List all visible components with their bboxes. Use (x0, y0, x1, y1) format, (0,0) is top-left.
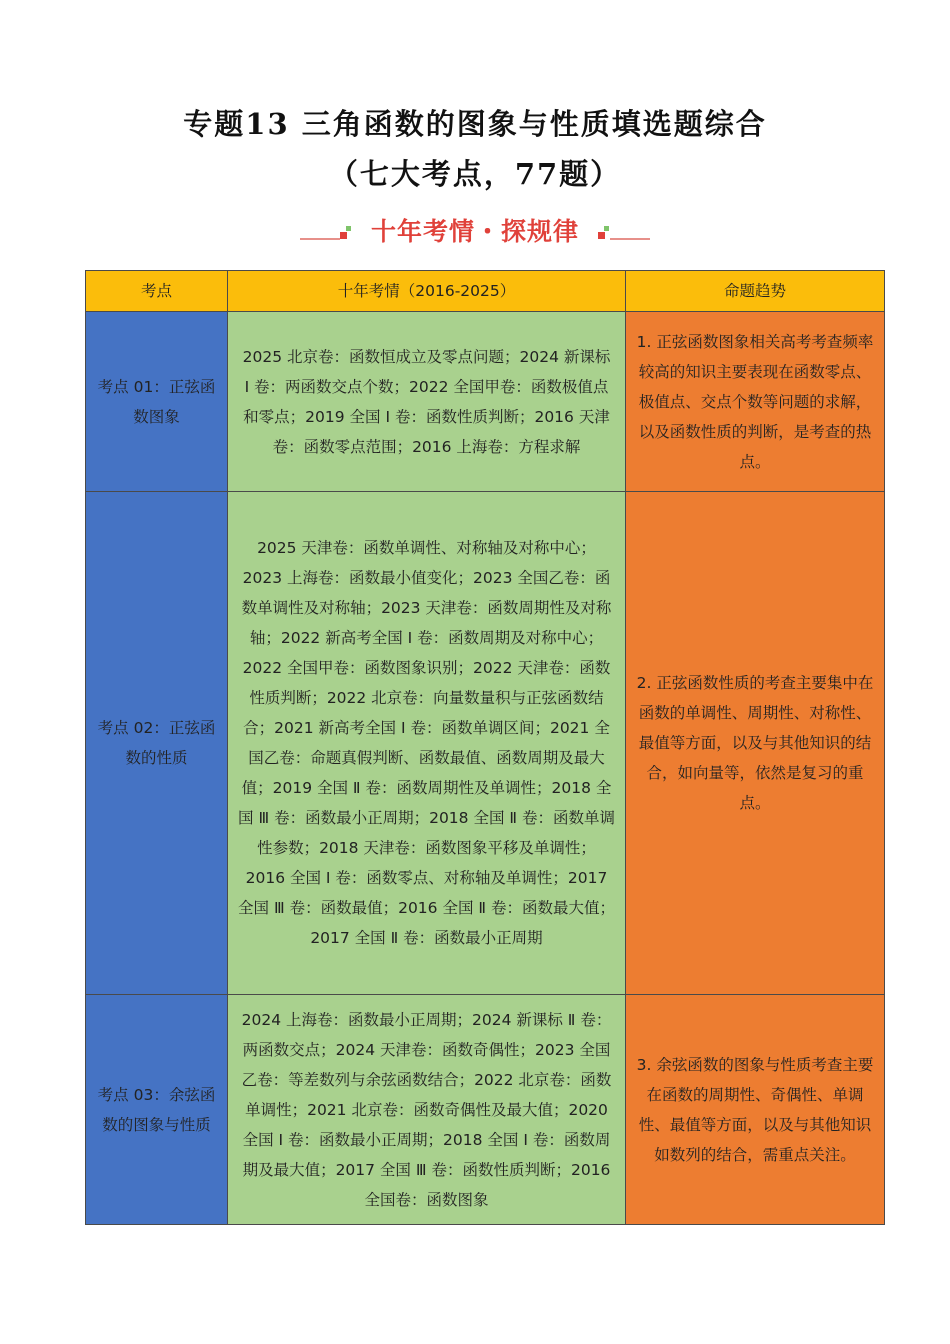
table-row (86, 492, 885, 995)
header-history: 十年考情（2016-2025） (228, 271, 626, 312)
banner-square-icon (340, 232, 347, 239)
topic-cell: 考点 03：余弦函数的图象与性质 (86, 995, 228, 1225)
header-trend: 命题趋势 (626, 271, 885, 312)
header-topic: 考点 (86, 271, 228, 312)
banner-square-icon (598, 232, 605, 239)
exam-analysis-table (85, 270, 885, 1225)
banner-left-line (300, 238, 340, 240)
trend-cell: 3. 余弦函数的图象与性质考查主要在函数的周期性、奇偶性、单调性、最值等方面，以及与其他知识如数列的结合，需重点关注。 (626, 995, 885, 1225)
section-banner (0, 208, 950, 252)
table-row (86, 995, 885, 1225)
history-cell: 2025 天津卷：函数单调性、对称轴及对称中心；2023 上海卷：函数最小值变化；2023 全国乙卷：函数单调性及对称轴；2023 天津卷：函数周期性及对称轴；2022 新高考全国 Ⅰ 卷：函数周期及对称中心；2022 全国甲卷：函数图象识别；2022 天津卷：函数性质判断；2022 北京卷：向量数量积与正弦函数结合；2021 新高考全国 Ⅰ 卷：函数单调区间；2021 全国乙卷：命题真假判断、函数最值、函数周期及最大值；2019 全国 Ⅱ 卷：函数周期性及单调性；2018 全国 Ⅲ 卷：函数最小正周期；2018 全国 Ⅱ 卷：函数单调性参数；2018 天津卷：函数图象平移及单调性；2016 全国 Ⅰ 卷：函数零点、对称轴及单调性；2017 全国 Ⅲ 卷：函数最值；2016 全国 Ⅱ 卷：函数最大值；2017 全国 Ⅱ 卷：函数最小正周期 (228, 492, 626, 995)
document-title: 专题13 三角函数的图象与性质填选题综合 (183, 107, 767, 141)
banner-text: 十年考情・探规律 (370, 217, 579, 246)
table-header-row (86, 271, 885, 312)
trend-cell: 1. 正弦函数图象相关高考考查频率较高的知识主要表现在函数零点、极值点、交点个数等问题的求解，以及函数性质的判断，是考查的热点。 (626, 312, 885, 492)
banner-right-line (610, 238, 650, 240)
topic-cell: 考点 02：正弦函数的性质 (86, 492, 228, 995)
document-subtitle: （七大考点，77题） (328, 157, 622, 191)
history-cell: 2024 上海卷：函数最小正周期；2024 新课标 Ⅱ 卷：两函数交点；2024 天津卷：函数奇偶性；2023 全国乙卷：等差数列与余弦函数结合；2022 北京卷：函数单调性；2021 北京卷：函数奇偶性及最大值；2020 全国 Ⅰ 卷：函数最小正周期；2018 全国 Ⅰ 卷：函数周期及最大值；2017 全国 Ⅲ 卷：函数性质判断；2016 全国卷：函数图象 (228, 995, 626, 1225)
banner-square-icon (346, 226, 351, 231)
topic-cell: 考点 01：正弦函数图象 (86, 312, 228, 492)
banner-square-icon (604, 226, 609, 231)
history-cell: 2025 北京卷：函数恒成立及零点问题；2024 新课标 Ⅰ 卷：两函数交点个数；2022 全国甲卷：函数极值点和零点；2019 全国 Ⅰ 卷：函数性质判断；2016 天津卷：函数零点范围；2016 上海卷：方程求解 (228, 312, 626, 492)
trend-cell: 2. 正弦函数性质的考查主要集中在函数的单调性、周期性、对称性、最值等方面，以及与其他知识的结合，如向量等，依然是复习的重点。 (626, 492, 885, 995)
table-row (86, 312, 885, 492)
